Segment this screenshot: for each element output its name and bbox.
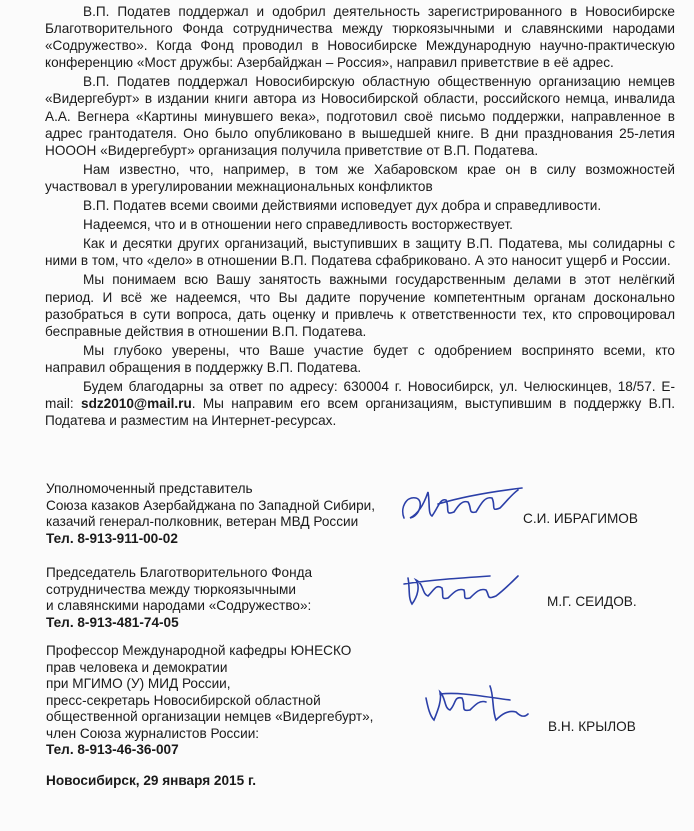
signatory-title-line: Профессор Международной кафедры ЮНЕСКО [46, 643, 352, 658]
signatory-name-3: В.Н. КРЫЛОВ [548, 719, 636, 734]
paragraph-4: В.П. Податев всеми своими действиями исповедует дух добра и справедливости. [83, 198, 602, 214]
signatory-title-line: общественной организации немцев «Видергебурт», [46, 709, 374, 724]
signatory-name-1: С.И. ИБРАГИМОВ [523, 511, 638, 526]
email-address: sdz2010@mail.ru [81, 396, 192, 412]
paragraph-8: Мы глубоко уверены, что Ваше участие будет с одобрением воспринято всеми, кто направил обращения в поддержку В.П. Податева. [45, 342, 675, 375]
signatory-title-line: при МГИМО (У) МИД России, [46, 676, 231, 691]
paragraph-7: Мы понимаем всю Вашу занятость важными государственным делами в этот нелёгкий период. И всё же надеемся, что Вы дадите поручение компетентным органам досконально разобраться в сути вопроса, дать оценку и привлечь к ответственности тех, кто спровоцировал бесправные действия в отношении В.П. Податева. [45, 272, 675, 339]
signatory-title-line: член Союза журналистов России: [46, 725, 260, 741]
handwritten-signature-1 [398, 478, 528, 530]
paragraph-1: В.П. Податев поддержал и одобрил деятельность зарегистрированного в Новосибирске Благотворительного Фонда сотрудничества между тюркоязычными и славянскими народами «Содружество». Когда Фонд проводил в Новосибирске Международную научно-практическую конференцию «Мост дружбы: Азербайджан – Россия», направил приветствие в её адрес. [45, 4, 675, 71]
signatory-title-line: Уполномоченный представитель [46, 481, 253, 496]
signatory-title-line: пресс-секретарь Новосибирской областной [46, 692, 321, 708]
signatory-title-line: и славянскими народами «Содружество»: [46, 598, 312, 613]
signatory-title-line: Союза казаков Азербайджана по Западной Сибири, [46, 497, 376, 513]
paragraph-3: Нам известно, что, например, в том же Хабаровском крае он в силу возможностей участвовал в урегулировании межнациональных конфликтов [45, 161, 675, 194]
signatory-phone: Тел. 8-913-46-36-007 [46, 742, 179, 757]
signatory-title-line: Председатель Благотворительного Фонда [46, 565, 313, 580]
signatory-block-1 [46, 481, 375, 547]
paragraph-6: Как и десятки других организаций, выступивших в защиту В.П. Податева, мы солидарны с ними в том, что «дело» в отношении В.П. Податева сфабриковано. А это наносит ущерб и России. [45, 236, 675, 269]
place-and-date: Новосибирск, 29 января 2015 г. [46, 773, 257, 788]
signatory-phone: Тел. 8-913-911-00-02 [46, 530, 178, 546]
letter-body [45, 3, 675, 431]
handwritten-signature-2 [400, 570, 525, 612]
signatory-name-2: М.Г. СЕИДОВ. [547, 594, 637, 609]
paragraph-9: Будем благодарны за ответ по адресу: 630004 г. Новосибирск, ул. Челюскинцев, 18/57. E-mail: sdz2010@mail.ru. Мы направим его всем организациям, выступившим в поддержку В.П. Податева и разместим на Интернет-ресурсах. [45, 378, 675, 429]
signatory-title-line: сотрудничества между тюркоязычными [46, 581, 296, 597]
paragraph-2: В.П. Податев поддержал Новосибирскую областную общественную организацию немцев «Видергебурт» в издании книги автора из Новосибирской области, российского немца, инвалида А.А. Вегнера «Картины минувшего века», подготовил своё письмо поддержки, направленное в адрес грантодателя. Оно было опубликовано в вышедшей книге. В дни празднования 25-летия НОООН «Видергебурт» организация получила приветствие от В.П. Податева. [45, 74, 675, 158]
signatory-title-line: прав человека и демократии [46, 659, 228, 675]
signatory-title-line: казачий генерал-полковник, ветеран МВД России [46, 514, 359, 529]
signatory-block-2 [46, 565, 312, 631]
handwritten-signature-3 [420, 678, 530, 730]
paragraph-5: Надеемся, что и в отношении него справедливость восторжествует. [83, 217, 513, 233]
signatory-phone: Тел. 8-913-481-74-05 [46, 614, 179, 630]
signatory-block-3 [46, 643, 373, 759]
